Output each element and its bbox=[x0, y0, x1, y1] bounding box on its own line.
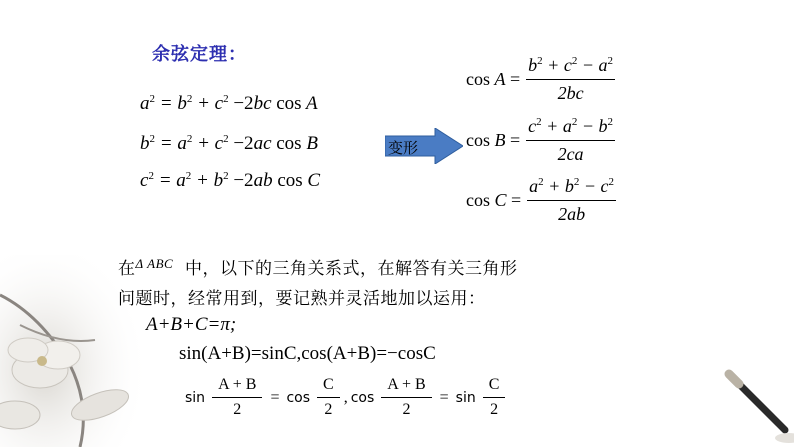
sin-cos-identity: sin(A+B)=sinC,cos(A+B)=−cosC bbox=[179, 343, 436, 364]
cos-a-formula: cos A = $\frac{b^2 + c^2 - a^2}{2bc}$ bbox=[466, 55, 613, 103]
half-angle-identities: sin $\frac{A + B}{2}$ = cos $\frac{C}{2}$ , cos $\frac{A + B}{2}$ = sin $\frac{C}{2}$ bbox=[182, 376, 509, 419]
cos-c-formula: cos C = $\frac{a^2 + b^2 - c^2}{2ab}$ bbox=[466, 176, 614, 224]
cosine-law-a: $a^2 = b^2 + c^2 -2bc$ cos A bbox=[140, 93, 318, 114]
transform-label: 变形 bbox=[388, 139, 419, 157]
angle-sum-equation: A+B+C=π; bbox=[146, 314, 237, 335]
brush-decoration-icon bbox=[715, 360, 794, 447]
paragraph-line-1: 在$^{\Delta ABC}$ 中，以下的三角关系式，在解答有关三角形 bbox=[118, 256, 518, 279]
triangle-abc: Δ ABC bbox=[135, 256, 174, 271]
cos-b-formula: cos B = $\frac{c^2 + a^2 - b^2}{2ca}$ bbox=[466, 116, 613, 164]
cosine-law-c: $c^2 = a^2 + b^2 -2ab$ cos C bbox=[140, 170, 321, 191]
section-heading: 余弦定理： bbox=[152, 44, 247, 65]
cosine-law-b: $b^2 = a^2 + c^2 -2ac$ cos B bbox=[140, 133, 318, 154]
paragraph-line-2: 问题时，经常用到，要记熟并灵活地加以运用： bbox=[118, 289, 486, 309]
